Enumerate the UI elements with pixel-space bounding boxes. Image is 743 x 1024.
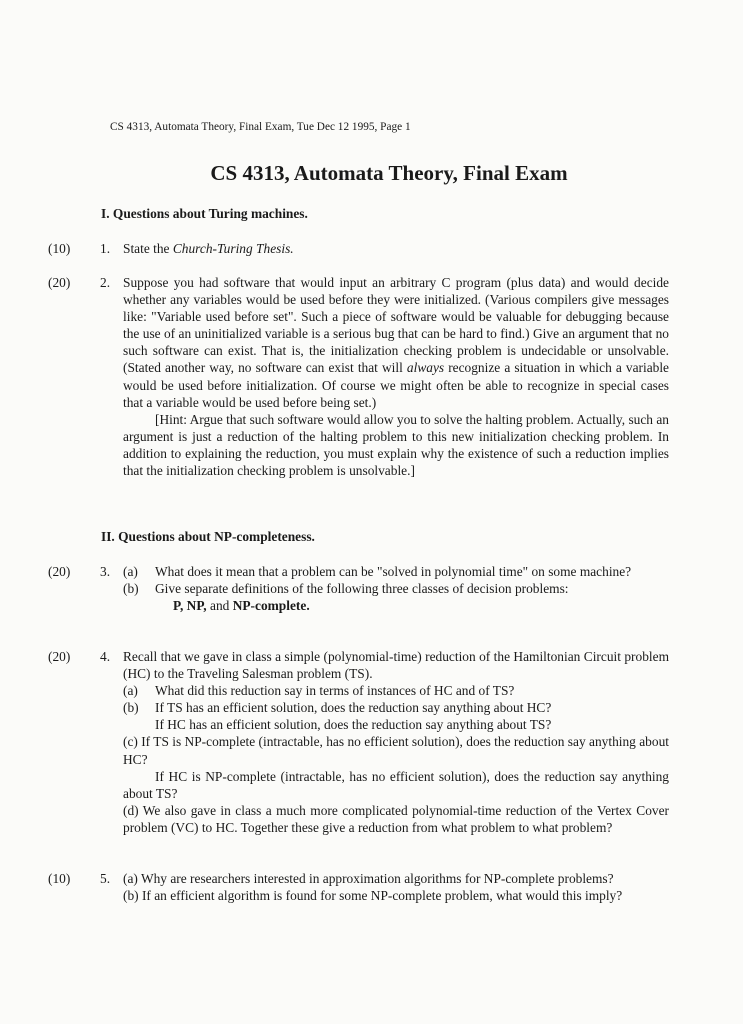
- question-text: [123, 870, 669, 904]
- question-3-part-b: [123, 580, 669, 597]
- question-points: (20): [48, 649, 71, 664]
- class-np: NP,: [186, 598, 207, 614]
- question-text: [123, 240, 669, 257]
- complexity-classes: [123, 597, 669, 614]
- question-3-part-a: [123, 563, 669, 580]
- question-1-emphasis: Church-Turing Thesis.: [172, 241, 294, 256]
- question-5-part-a: (a) Why are researchers interested in approximation algorithms for NP-complete problems?: [123, 871, 614, 886]
- class-and: and: [210, 598, 230, 614]
- question-number: 2.: [100, 275, 111, 290]
- part-text: What does it mean that a problem can be "solved in polynomial time" on some machine?: [155, 564, 632, 579]
- question-points: (20): [48, 564, 71, 579]
- class-p: P,: [173, 598, 184, 614]
- page-header: CS 4313, Automata Theory, Final Exam, Tue Dec 12 1995, Page 1: [110, 121, 411, 133]
- exam-title: CS 4313, Automata Theory, Final Exam: [210, 161, 568, 185]
- question-points: (20): [48, 275, 71, 290]
- question-2-paragraph: [123, 274, 669, 411]
- question-4-part-b-followup: If HC has an efficient solution, does the reduction say anything about TS?: [155, 717, 552, 733]
- part-text: Give separate definitions of the following three classes of decision problems:: [155, 581, 569, 597]
- question-text: [123, 563, 669, 614]
- class-np-complete: NP-complete.: [232, 598, 310, 614]
- section-heading-turing: I. Questions about Turing machines.: [101, 206, 308, 221]
- question-text: [123, 648, 669, 836]
- part-label: (a): [123, 683, 138, 699]
- question-number: 1.: [100, 241, 111, 256]
- part-label: (b): [123, 581, 139, 597]
- question-points: (10): [48, 871, 71, 886]
- question-number: 3.: [100, 564, 111, 579]
- question-1-text: State the: [123, 241, 173, 256]
- question-4-part-c: (c) If TS is NP-complete (intractable, has no efficient solution), does the reduction say anything about HC?: [123, 734, 669, 767]
- question-2-text-a: Suppose you had software that would input an arbitrary C program (plus data) and would decide whether any variables would be used before they were initialized. (Various compilers give messages like: "Variable used before set". Such a piece of software would be valuable for debugging because the use of an uninitialized variable is a serious bug that can be hard to find.) Give an argument that no such software can exist. That is, the initialization checking problem is undecidable or unsolvable. (Stated another way, no software can exist that will: [123, 275, 669, 376]
- question-text: [123, 274, 669, 479]
- part-label: (a): [123, 564, 138, 579]
- question-4-part-c-followup: If HC is NP-complete (intractable, has no efficient solution), does the reduction say anything about TS?: [123, 768, 669, 801]
- question-4-part-a: [123, 682, 669, 699]
- question-2-text-b: recognize a situation in which a variable would be used before initialization. Of course we might often be able to recognize in special cases that a variable would be used before being set.): [123, 360, 669, 410]
- question-4-intro: Recall that we gave in class a simple (polynomial-time) reduction of the Hamiltonian Circuit problem (HC) to the Traveling Salesman problem (TS).: [123, 649, 669, 682]
- part-label: (b): [123, 700, 139, 716]
- part-text: If TS has an efficient solution, does the reduction say anything about HC?: [155, 700, 552, 716]
- question-number: 4.: [100, 649, 111, 664]
- section-heading-np: II. Questions about NP-completeness.: [101, 529, 315, 544]
- part-text: What did this reduction say in terms of instances of HC and of TS?: [155, 683, 515, 699]
- question-4-part-b: [123, 699, 669, 716]
- question-2-emphasis: always: [406, 360, 445, 376]
- question-number: 5.: [100, 871, 111, 886]
- question-5-part-b: (b) If an efficient algorithm is found for some NP-complete problem, what would this imply?: [123, 888, 623, 904]
- question-points: (10): [48, 241, 71, 256]
- question-4-part-d: (d) We also gave in class a much more complicated polynomial-time reduction of the Vertex Cover problem (VC) to HC. Together these give a reduction from what problem to what problem?: [123, 802, 669, 835]
- question-2-hint: [Hint: Argue that such software would allow you to solve the halting problem. Actually, such an argument is just a reduction of the halting problem to this new initialization checking problem. In addition to explaining the reduction, you must explain why the existence of such a reduction implies that the initialization checking problem is unsolvable.]: [123, 411, 669, 479]
